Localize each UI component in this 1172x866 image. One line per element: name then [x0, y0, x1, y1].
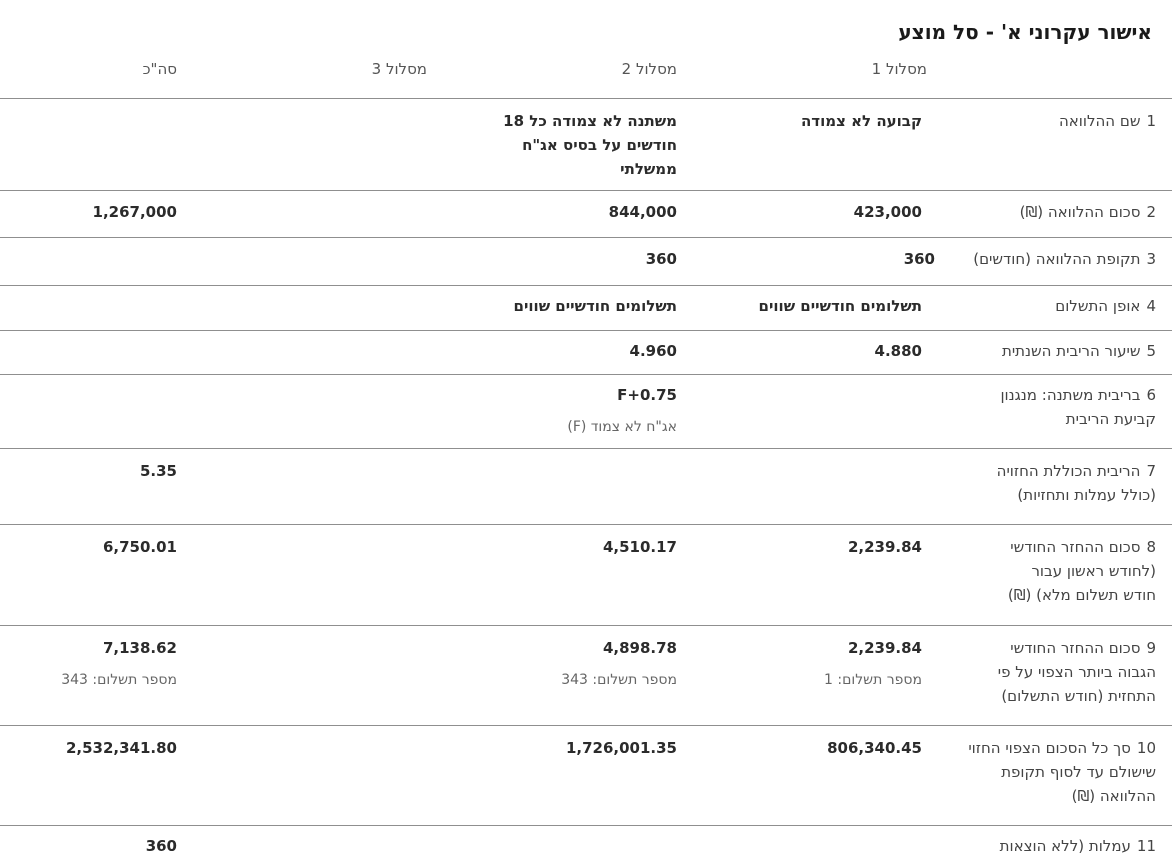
row-label-text: סכום ההחזר החודשי הגבוה ביותר הצפוי על פי התחזית (חודש התשלום) — [997, 639, 1156, 705]
row-label — [946, 459, 1156, 507]
track-1-value: קבועה לא צמודה — [801, 112, 922, 130]
row-label-text: שם ההלוואה — [1058, 112, 1141, 130]
total-value: 5.35 — [139, 462, 177, 480]
row-divider — [0, 825, 1172, 826]
track-1-value: 4.880 — [874, 342, 922, 360]
row-label — [946, 383, 1156, 431]
track-1-value: 423,000 — [853, 203, 922, 221]
row-divider — [0, 625, 1172, 626]
row-label — [946, 535, 1156, 607]
track-2-value — [561, 636, 677, 692]
row-label — [946, 200, 1156, 224]
row-divider — [0, 330, 1172, 331]
total-value — [61, 636, 177, 692]
row-label — [946, 834, 1156, 858]
total-value: 6,750.01 — [102, 538, 177, 556]
row-label-text: הריבית הכוללת החזויה (כולל עמלות ותחזיות) — [996, 462, 1156, 504]
row-label-text: שיעור הריבית השנתית — [1001, 342, 1141, 360]
total-value: 360 — [145, 837, 177, 855]
row-label-text: סכום ההחזר החודשי (לחודש ראשון עבור חודש תשלום מלא) (₪) — [1007, 538, 1156, 604]
row-number: 5 — [1146, 342, 1156, 360]
row-label — [936, 736, 1156, 808]
row-divider — [0, 237, 1172, 238]
row-divider — [0, 524, 1172, 525]
track-2-value: 4.960 — [629, 342, 677, 360]
track-1-value — [824, 636, 922, 692]
row-label-text: בריבית משתנה: מנגנון קביעת הריבית — [1000, 386, 1156, 428]
column-header-track-3: מסלול 3 — [371, 60, 427, 78]
column-header-track-1: מסלול 1 — [871, 60, 927, 78]
row-divider — [0, 725, 1172, 726]
row-number: 9 — [1146, 639, 1156, 657]
row-label-text: תקופת ההלוואה (חודשים) — [973, 250, 1141, 268]
track-2-value-main: F+0.75 — [617, 386, 677, 404]
row-label-text: עמלות (ללא הוצאות — [999, 837, 1131, 855]
track-2-value: משתנה לא צמודה כל 18 חודשים על בסיס אג"ח ממשלתי — [503, 112, 677, 178]
row-divider — [0, 374, 1172, 375]
track-2-value-note: אג"ח לא צמוד (F) — [567, 419, 677, 435]
total-value-main: 7,138.62 — [102, 639, 177, 657]
track-1-value: 360 — [903, 250, 935, 268]
row-label — [926, 247, 1156, 271]
row-number: 11 — [1136, 837, 1156, 855]
row-number: 6 — [1146, 386, 1156, 404]
page-title: אישור עקרוני א' - סל מוצע — [898, 20, 1152, 44]
row-label — [946, 294, 1156, 318]
row-number: 10 — [1136, 739, 1156, 757]
row-label — [946, 339, 1156, 363]
row-number: 8 — [1146, 538, 1156, 556]
track-2-value-main: 4,898.78 — [602, 639, 677, 657]
total-payment-number: מספר תשלום: 343 — [61, 672, 177, 688]
track-2-value — [567, 383, 677, 439]
total-value: 1,267,000 — [92, 203, 177, 221]
total-value: 2,532,341.80 — [65, 739, 177, 757]
row-number: 3 — [1146, 250, 1156, 268]
row-divider — [0, 98, 1172, 99]
row-label — [946, 109, 1156, 133]
track-1-payment-number: מספר תשלום: 1 — [824, 672, 922, 688]
row-label-text: סך כל הסכום הצפוי החזוי שישולם עד לסוף תקופת ההלוואה (₪) — [968, 739, 1156, 805]
column-header-track-2: מסלול 2 — [621, 60, 677, 78]
track-2-value: 4,510.17 — [602, 538, 677, 556]
track-1-value: תשלומים חודשיים שווים — [758, 297, 922, 315]
track-2-value: 360 — [645, 250, 677, 268]
row-number: 7 — [1146, 462, 1156, 480]
column-header-total: סה"כ — [142, 60, 177, 78]
track-2-value: תשלומים חודשיים שווים — [513, 297, 677, 315]
row-divider — [0, 285, 1172, 286]
row-divider — [0, 190, 1172, 191]
track-1-value: 806,340.45 — [827, 739, 922, 757]
track-1-value: 2,239.84 — [847, 538, 922, 556]
track-2-value: 1,726,001.35 — [565, 739, 677, 757]
row-divider — [0, 448, 1172, 449]
row-label-text: סכום ההלוואה (₪) — [1019, 203, 1141, 221]
track-2-value: 844,000 — [608, 203, 677, 221]
track-2-payment-number: מספר תשלום: 343 — [561, 672, 677, 688]
row-number: 1 — [1146, 112, 1156, 130]
row-number: 2 — [1146, 203, 1156, 221]
row-label-text: אופן התשלום — [1055, 297, 1141, 315]
track-1-value-main: 2,239.84 — [847, 639, 922, 657]
row-number: 4 — [1146, 297, 1156, 315]
row-label — [946, 636, 1156, 708]
